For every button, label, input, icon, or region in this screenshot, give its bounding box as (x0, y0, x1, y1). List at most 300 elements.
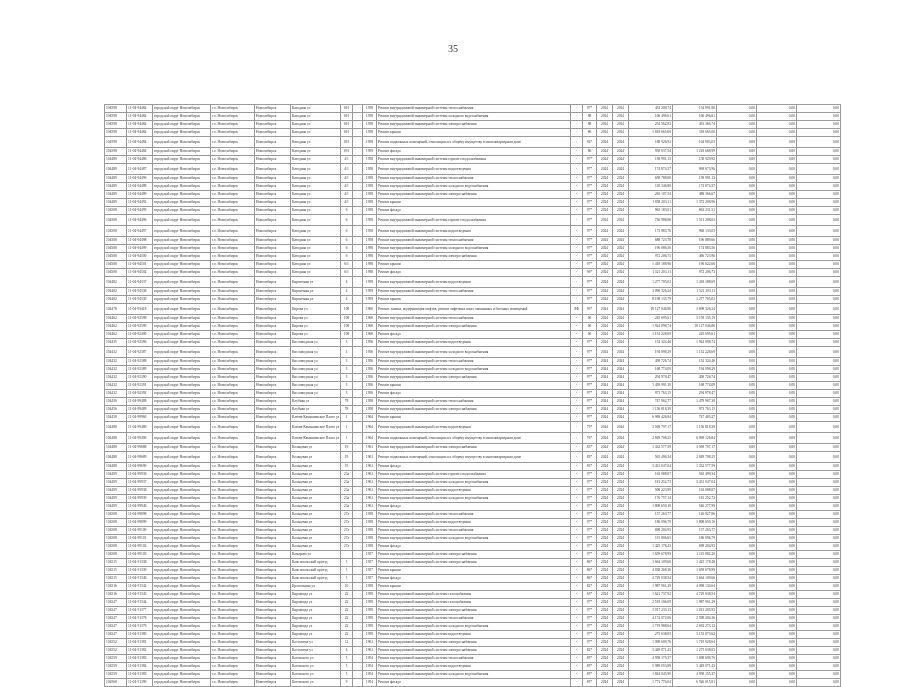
table-row (105, 671, 841, 679)
cell-cost_total: 973 763,15 (629, 390, 673, 398)
cell-cost_region: 196 622,66 (673, 261, 717, 269)
cell-cost_total: 3 664 109,66 (629, 559, 673, 567)
cell-building (353, 261, 363, 269)
cell-year_built: 1956 (363, 390, 377, 398)
cell-year_built: 1958 (363, 164, 377, 175)
cell-val_a: 0,00 (717, 339, 757, 347)
cell-code: 11-04-92398 (127, 315, 153, 323)
cell-id: 104499 (105, 503, 127, 511)
cell-unit: - (571, 631, 583, 639)
table-row (105, 591, 841, 599)
cell-id: 104435 (105, 339, 127, 347)
cell-year_to: 2024 (613, 245, 629, 253)
cell-val_c: 0,00 (797, 323, 841, 331)
cell-val_c: 0,00 (797, 304, 841, 315)
cell-house: 22 (341, 591, 353, 599)
table-row (105, 374, 841, 382)
cell-house: 3 (341, 358, 353, 366)
cell-year_from: 2024 (597, 615, 613, 623)
cell-work_type: Ремонт внутридомовой инженерной системы холодного водоснабжения (377, 671, 571, 679)
cell-settlement: г.о. Новосибирск (211, 591, 255, 599)
cell-house (341, 551, 353, 559)
cell-code: 11-04-99940 (127, 503, 153, 511)
cell-year_from: 2024 (597, 288, 613, 296)
cell-code: 11-04-94496 (127, 175, 153, 183)
cell-code: 11-04-99937 (127, 479, 153, 487)
cell-val_b: 0,00 (757, 503, 797, 511)
cell-year_to: 2024 (613, 253, 629, 261)
table-row (105, 615, 841, 623)
cell-year_to: 2024 (613, 519, 629, 527)
cell-city: Новосибирск (255, 559, 291, 567)
cell-cost_total: 4 174 072,06 (629, 615, 673, 623)
cell-cost_total: 18 127 046,86 (629, 304, 673, 315)
cell-street: Котовского ул (291, 671, 341, 679)
cell-val_c: 0,00 (797, 452, 841, 463)
cell-code: 11-04-94484 (127, 129, 153, 137)
cell-id: 104432 (105, 358, 127, 366)
cell-settlement: г.о. Новосибирск (211, 511, 255, 519)
cell-building (353, 543, 363, 551)
cell-year_built: 1959 (363, 277, 377, 288)
cell-year_from: 2024 (597, 269, 613, 277)
cell-code: 11-04-94484 (127, 113, 153, 121)
cell-id: 104488 (105, 433, 127, 444)
cell-year_from: 2024 (597, 148, 613, 156)
cell-val_c: 0,00 (797, 551, 841, 559)
cell-val_b: 0,00 (757, 479, 797, 487)
cell-code: 11-04-51379 (127, 623, 153, 631)
cell-work_type: Ремонт подвальных помещений, относящихся к общему имуществу в многоквартирном доме (377, 452, 571, 463)
cell-cost_region: 973 763,15 (673, 406, 717, 414)
cell-val_c: 0,00 (797, 113, 841, 121)
cell-cost_region: 294 978,47 (673, 390, 717, 398)
cell-code: 11-04-92400 (127, 331, 153, 339)
cell-settlement: г.о. Новосибирск (211, 323, 255, 331)
cell-city: Новосибирск (255, 406, 291, 414)
table-row (105, 226, 841, 237)
cell-building (353, 148, 363, 156)
cell-val_a: 0,00 (717, 390, 757, 398)
cell-volume: 97* (583, 183, 597, 191)
cell-cost_total: 1 521 203,11 (629, 269, 673, 277)
cell-district: городской округ Новосибирск (153, 463, 211, 471)
cell-district: городской округ Новосибирск (153, 296, 211, 304)
cell-val_a: 0,00 (717, 414, 757, 422)
cell-val_a: 0,00 (717, 175, 757, 183)
cell-code: 11-04-92389 (127, 366, 153, 374)
cell-volume: 97* (583, 366, 597, 374)
cell-year_to: 2024 (613, 191, 629, 199)
cell-code: 11-04-94499 (127, 245, 153, 253)
cell-city: Новосибирск (255, 253, 291, 261)
cell-unit: - (571, 511, 583, 519)
cell-unit: - (571, 226, 583, 237)
cell-val_a: 0,00 (717, 323, 757, 331)
cell-val_b: 0,00 (757, 269, 797, 277)
cell-id: 104552 (105, 647, 127, 655)
cell-cost_region: 747 483,27 (673, 414, 717, 422)
table-row (105, 315, 841, 323)
cell-code: 11-04-51338 (127, 559, 153, 567)
cell-cost_total: 4 038 268,36 (629, 567, 673, 575)
cell-cost_total: 3 098 326,24 (629, 288, 673, 296)
cell-cost_total: 747 962,77 (629, 398, 673, 406)
cell-code: 11-04-94486 (127, 156, 153, 164)
cell-city: Новосибирск (255, 607, 291, 615)
cell-cost_total: 168 774,09 (629, 366, 673, 374)
cell-cost_region: 2 692 273,12 (673, 623, 717, 631)
cell-settlement: г.о. Новосибирск (211, 374, 255, 382)
cell-street: Кольцевая ул (291, 543, 341, 551)
table-body (105, 105, 841, 687)
cell-city: Новосибирск (255, 591, 291, 599)
cell-settlement: г.о. Новосибирск (211, 296, 255, 304)
cell-val_a: 0,00 (717, 374, 757, 382)
cell-cost_region: 126 927,86 (673, 511, 717, 519)
cell-work_type: Ремонт внутридомовой инженерной системы электроснабжения (377, 607, 571, 615)
cell-val_b: 0,00 (757, 315, 797, 323)
cell-val_b: 0,00 (757, 226, 797, 237)
cell-cost_region: 166 496,61 (673, 113, 717, 121)
cell-building (353, 129, 363, 137)
cell-street: Комарова ул (291, 551, 341, 559)
cell-cost_region: 698 204,93 (673, 543, 717, 551)
cell-city: Новосибирск (255, 671, 291, 679)
cell-settlement: г.о. Новосибирск (211, 390, 255, 398)
cell-year_built: 1959 (363, 607, 377, 615)
cell-id: 104559 (105, 663, 127, 671)
cell-street: Кирзавода ул (291, 591, 341, 599)
cell-work_type: Ремонт внутридомовой инженерной системы холодного водоснабжения (377, 245, 571, 253)
cell-val_c: 0,00 (797, 575, 841, 583)
cell-year_to: 2024 (613, 511, 629, 519)
cell-work_type: Ремонт фасада (377, 463, 571, 471)
cell-id: 104432 (105, 347, 127, 358)
cell-cost_region: 1 478 987,38 (673, 398, 717, 406)
cell-cost_region: 154 991,80 (673, 105, 717, 113)
table-row (105, 277, 841, 288)
table-row (105, 599, 841, 607)
cell-street: Катодная ул (291, 129, 341, 137)
cell-work_type: Ремонт внутридомовой инженерной системы водоотведения (377, 277, 571, 288)
cell-val_c: 0,00 (797, 615, 841, 623)
cell-val_a: 0,00 (717, 137, 757, 148)
table-row (105, 191, 841, 199)
table-row (105, 414, 841, 422)
table-row (105, 347, 841, 358)
cell-settlement: г.о. Новосибирск (211, 503, 255, 511)
cell-volume: 97* (583, 347, 597, 358)
cell-unit: - (571, 422, 583, 433)
cell-val_c: 0,00 (797, 647, 841, 655)
cell-work_type: Ремонт внутридомовой инженерной системы теплоснабжения (377, 398, 571, 406)
cell-building (353, 511, 363, 519)
cell-val_b: 0,00 (757, 199, 797, 207)
cell-val_c: 0,00 (797, 277, 841, 288)
cell-city: Новосибирск (255, 237, 291, 245)
cell-unit: - (571, 347, 583, 358)
cell-year_built: 1959 (363, 296, 377, 304)
cell-unit: - (571, 519, 583, 527)
cell-year_to: 2024 (613, 226, 629, 237)
cell-settlement: г.о. Новосибирск (211, 129, 255, 137)
cell-city: Новосибирск (255, 215, 291, 226)
table-row (105, 398, 841, 406)
cell-cost_region: 453 366,74 (673, 121, 717, 129)
cell-district: городской округ Новосибирск (153, 183, 211, 191)
cell-year_to: 2024 (613, 463, 629, 471)
cell-city: Новосибирск (255, 347, 291, 358)
cell-val_b: 0,00 (757, 495, 797, 503)
cell-code: 11-04-99936 (127, 471, 153, 479)
cell-street: Кольцевая ул (291, 519, 341, 527)
cell-district: городской округ Новосибирск (153, 663, 211, 671)
cell-work_type: Ремонт внутридомовой инженерной системы холодного водоснабжения (377, 495, 571, 503)
cell-year_to: 2024 (613, 599, 629, 607)
cell-volume: 60 (583, 331, 597, 339)
table-row (105, 261, 841, 269)
cell-city: Новосибирск (255, 156, 291, 164)
table-row (105, 519, 841, 527)
cell-city: Новосибирск (255, 452, 291, 463)
cell-val_a: 0,00 (717, 105, 757, 113)
cell-district: городской округ Новосибирск (153, 121, 211, 129)
cell-val_b: 0,00 (757, 398, 797, 406)
cell-settlement: г.о. Новосибирск (211, 495, 255, 503)
cell-work_type: Ремонт внутридомовой инженерной системы горячего водоснабжения (377, 471, 571, 479)
cell-cost_region: 546 277,99 (673, 503, 717, 511)
cell-building (353, 647, 363, 655)
cell-val_b: 0,00 (757, 679, 797, 687)
cell-year_from: 2024 (597, 156, 613, 164)
cell-year_to: 2024 (613, 527, 629, 535)
cell-val_b: 0,00 (757, 663, 797, 671)
cell-volume: 92* (583, 137, 597, 148)
cell-id: 104432 (105, 382, 127, 390)
cell-val_b: 0,00 (757, 323, 797, 331)
cell-work_type: Ремонт внутридомовой инженерной системы горячего водоснабжения (377, 215, 571, 226)
cell-val_b: 0,00 (757, 655, 797, 663)
cell-val_c: 0,00 (797, 406, 841, 414)
cell-val_c: 0,00 (797, 207, 841, 215)
cell-unit: - (571, 623, 583, 631)
cell-city: Новосибирск (255, 551, 291, 559)
cell-year_built: 1958 (363, 269, 377, 277)
cell-id: 104489 (105, 199, 127, 207)
cell-val_b: 0,00 (757, 406, 797, 414)
table-row (105, 253, 841, 261)
cell-cost_total: 1 425 178,43 (629, 543, 673, 551)
cell-year_built: 1958 (363, 226, 377, 237)
cell-work_type: Ремонт внутридомовой инженерной системы холодного водоснабжения (377, 366, 571, 374)
cell-year_built: 1961 (363, 444, 377, 452)
cell-cost_total: 157 263,77 (629, 511, 673, 519)
cell-building (353, 245, 363, 253)
cell-city: Новосибирск (255, 422, 291, 433)
cell-house: 18/1 (341, 121, 353, 129)
cell-work_type: Ремонт внутридомовой инженерной системы теплоснабжения (377, 615, 571, 623)
cell-val_a: 0,00 (717, 463, 757, 471)
cell-settlement: г.о. Новосибирск (211, 315, 255, 323)
cell-settlement: г.о. Новосибирск (211, 639, 255, 647)
cell-volume: 82* (583, 647, 597, 655)
cell-val_a: 0,00 (717, 487, 757, 495)
cell-building (353, 487, 363, 495)
cell-cost_total: 188 926,92 (629, 137, 673, 148)
cell-code: 11-04-92399 (127, 323, 153, 331)
cell-code: 11-04-92388 (127, 358, 153, 366)
cell-year_from: 2024 (597, 175, 613, 183)
cell-city: Новосибирск (255, 366, 291, 374)
cell-settlement: г.о. Новосибирск (211, 191, 255, 199)
cell-year_to: 2024 (613, 559, 629, 567)
cell-volume: 65* (583, 591, 597, 599)
cell-val_c: 0,00 (797, 331, 841, 339)
cell-cost_total: 658 788,00 (629, 175, 673, 183)
cell-house: 6 (341, 237, 353, 245)
cell-settlement: г.о. Новосибирск (211, 382, 255, 390)
cell-val_a: 0,00 (717, 183, 757, 191)
cell-building (353, 331, 363, 339)
cell-volume: 97* (583, 631, 597, 639)
cell-city: Новосибирск (255, 663, 291, 671)
cell-val_a: 0,00 (717, 631, 757, 639)
cell-settlement: г.о. Новосибирск (211, 366, 255, 374)
cell-settlement: г.о. Новосибирск (211, 559, 255, 567)
cell-house: 4/1 (341, 191, 353, 199)
cell-cost_total: 3 569 797,17 (629, 422, 673, 433)
cell-city: Новосибирск (255, 519, 291, 527)
cell-val_c: 0,00 (797, 148, 841, 156)
cell-district: городской округ Новосибирск (153, 253, 211, 261)
cell-work_type: Ремонт внутридомовой инженерной системы горячего водоснабжения (377, 156, 571, 164)
cell-volume: 76* (583, 433, 597, 444)
cell-year_from: 2024 (597, 452, 613, 463)
cell-city: Новосибирск (255, 261, 291, 269)
cell-year_built: 1959 (363, 288, 377, 296)
cell-cost_region: 181 252,73 (673, 495, 717, 503)
cell-work_type: Ремонт внутридомовой инженерной системы теплоснабжения (377, 358, 571, 366)
cell-district: городской округ Новосибирск (153, 479, 211, 487)
cell-val_c: 0,00 (797, 591, 841, 599)
cell-val_a: 0,00 (717, 296, 757, 304)
page-number: 35 (448, 44, 458, 55)
cell-id: 104456 (105, 398, 127, 406)
cell-unit: - (571, 671, 583, 679)
cell-val_a: 0,00 (717, 129, 757, 137)
cell-year_built: 1956 (363, 374, 377, 382)
cell-district: городской округ Новосибирск (153, 647, 211, 655)
cell-settlement: г.о. Новосибирск (211, 487, 255, 495)
cell-year_from: 2024 (597, 535, 613, 543)
table-row (105, 471, 841, 479)
cell-val_c: 0,00 (797, 105, 841, 113)
cell-volume: 85* (583, 655, 597, 663)
cell-volume: 83* (583, 452, 597, 463)
cell-year_to: 2024 (613, 647, 629, 655)
cell-code: 11-04-99489 (127, 422, 153, 433)
cell-val_b: 0,00 (757, 148, 797, 156)
cell-street: Кисловодская ул (291, 366, 341, 374)
cell-year_to: 2024 (613, 444, 629, 452)
cell-id: 104559 (105, 671, 127, 679)
cell-val_b: 0,00 (757, 591, 797, 599)
cell-city: Новосибирск (255, 471, 291, 479)
cell-year_to: 2024 (613, 137, 629, 148)
cell-settlement: г.о. Новосибирск (211, 121, 255, 129)
cell-year_from: 2024 (597, 422, 613, 433)
cell-val_a: 0,00 (717, 156, 757, 164)
cell-volume: 97* (583, 543, 597, 551)
cell-house: 4/1 (341, 175, 353, 183)
cell-building (353, 463, 363, 471)
cell-cost_region: 1 425 178,48 (673, 559, 717, 567)
cell-street: Кирова ул (291, 315, 341, 323)
cell-house: 5 (341, 655, 353, 663)
cell-val_b: 0,00 (757, 535, 797, 543)
cell-id: 104508 (105, 253, 127, 261)
cell-cost_total: 958 037,54 (629, 148, 673, 156)
cell-unit: - (571, 639, 583, 647)
cell-val_a: 0,00 (717, 655, 757, 663)
cell-code: 11-04-94497 (127, 226, 153, 237)
cell-cost_total: 173 883,76 (629, 226, 673, 237)
cell-year_built: 1958 (363, 583, 377, 591)
cell-val_c: 0,00 (797, 444, 841, 452)
cell-city: Новосибирск (255, 527, 291, 535)
cell-cost_region: 18 127 046,86 (673, 323, 717, 331)
cell-city: Новосибирск (255, 655, 291, 663)
cell-val_c: 0,00 (797, 156, 841, 164)
cell-volume: 86* (583, 559, 597, 567)
cell-district: городской округ Новосибирск (153, 382, 211, 390)
cell-code: 11-04-99690 (127, 463, 153, 471)
cell-street: Катодная ул (291, 199, 341, 207)
cell-building (353, 215, 363, 226)
cell-id: 104547 (105, 623, 127, 631)
cell-year_from: 2024 (597, 390, 613, 398)
cell-district: городской округ Новосибирск (153, 339, 211, 347)
cell-district: городской округ Новосибирск (153, 511, 211, 519)
cell-work_type: Ремонт внутридомовой инженерной системы холодного водоснабжения (377, 623, 571, 631)
cell-house: 23а (341, 479, 353, 487)
cell-volume: 97* (583, 495, 597, 503)
cell-district: городской округ Новосибирск (153, 175, 211, 183)
cell-unit: - (571, 479, 583, 487)
cell-val_c: 0,00 (797, 655, 841, 663)
cell-id: 104516 (105, 591, 127, 599)
cell-year_built: 1958 (363, 543, 377, 551)
cell-cost_total: 1 098 609,76 (629, 639, 673, 647)
table-row (105, 655, 841, 663)
cell-cost_total: 458 726,74 (629, 358, 673, 366)
cell-year_to: 2024 (613, 615, 629, 623)
cell-house: 3 (341, 374, 353, 382)
cell-settlement: г.о. Новосибирск (211, 527, 255, 535)
table-row (105, 296, 841, 304)
cell-year_to: 2024 (613, 591, 629, 599)
cell-id: 104499 (105, 471, 127, 479)
cell-year_built: 1958 (363, 121, 377, 129)
cell-code: 11-04-51339 (127, 567, 153, 575)
cell-work_type: Ремонт внутридомовой инженерной системы электроснабжения (377, 253, 571, 261)
cell-year_built: 1959 (363, 615, 377, 623)
cell-cost_region: 1 372 208,96 (673, 199, 717, 207)
cell-year_built: 1959 (363, 148, 377, 156)
cell-city: Новосибирск (255, 226, 291, 237)
cell-cost_region: 1 808 650,10 (673, 519, 717, 527)
